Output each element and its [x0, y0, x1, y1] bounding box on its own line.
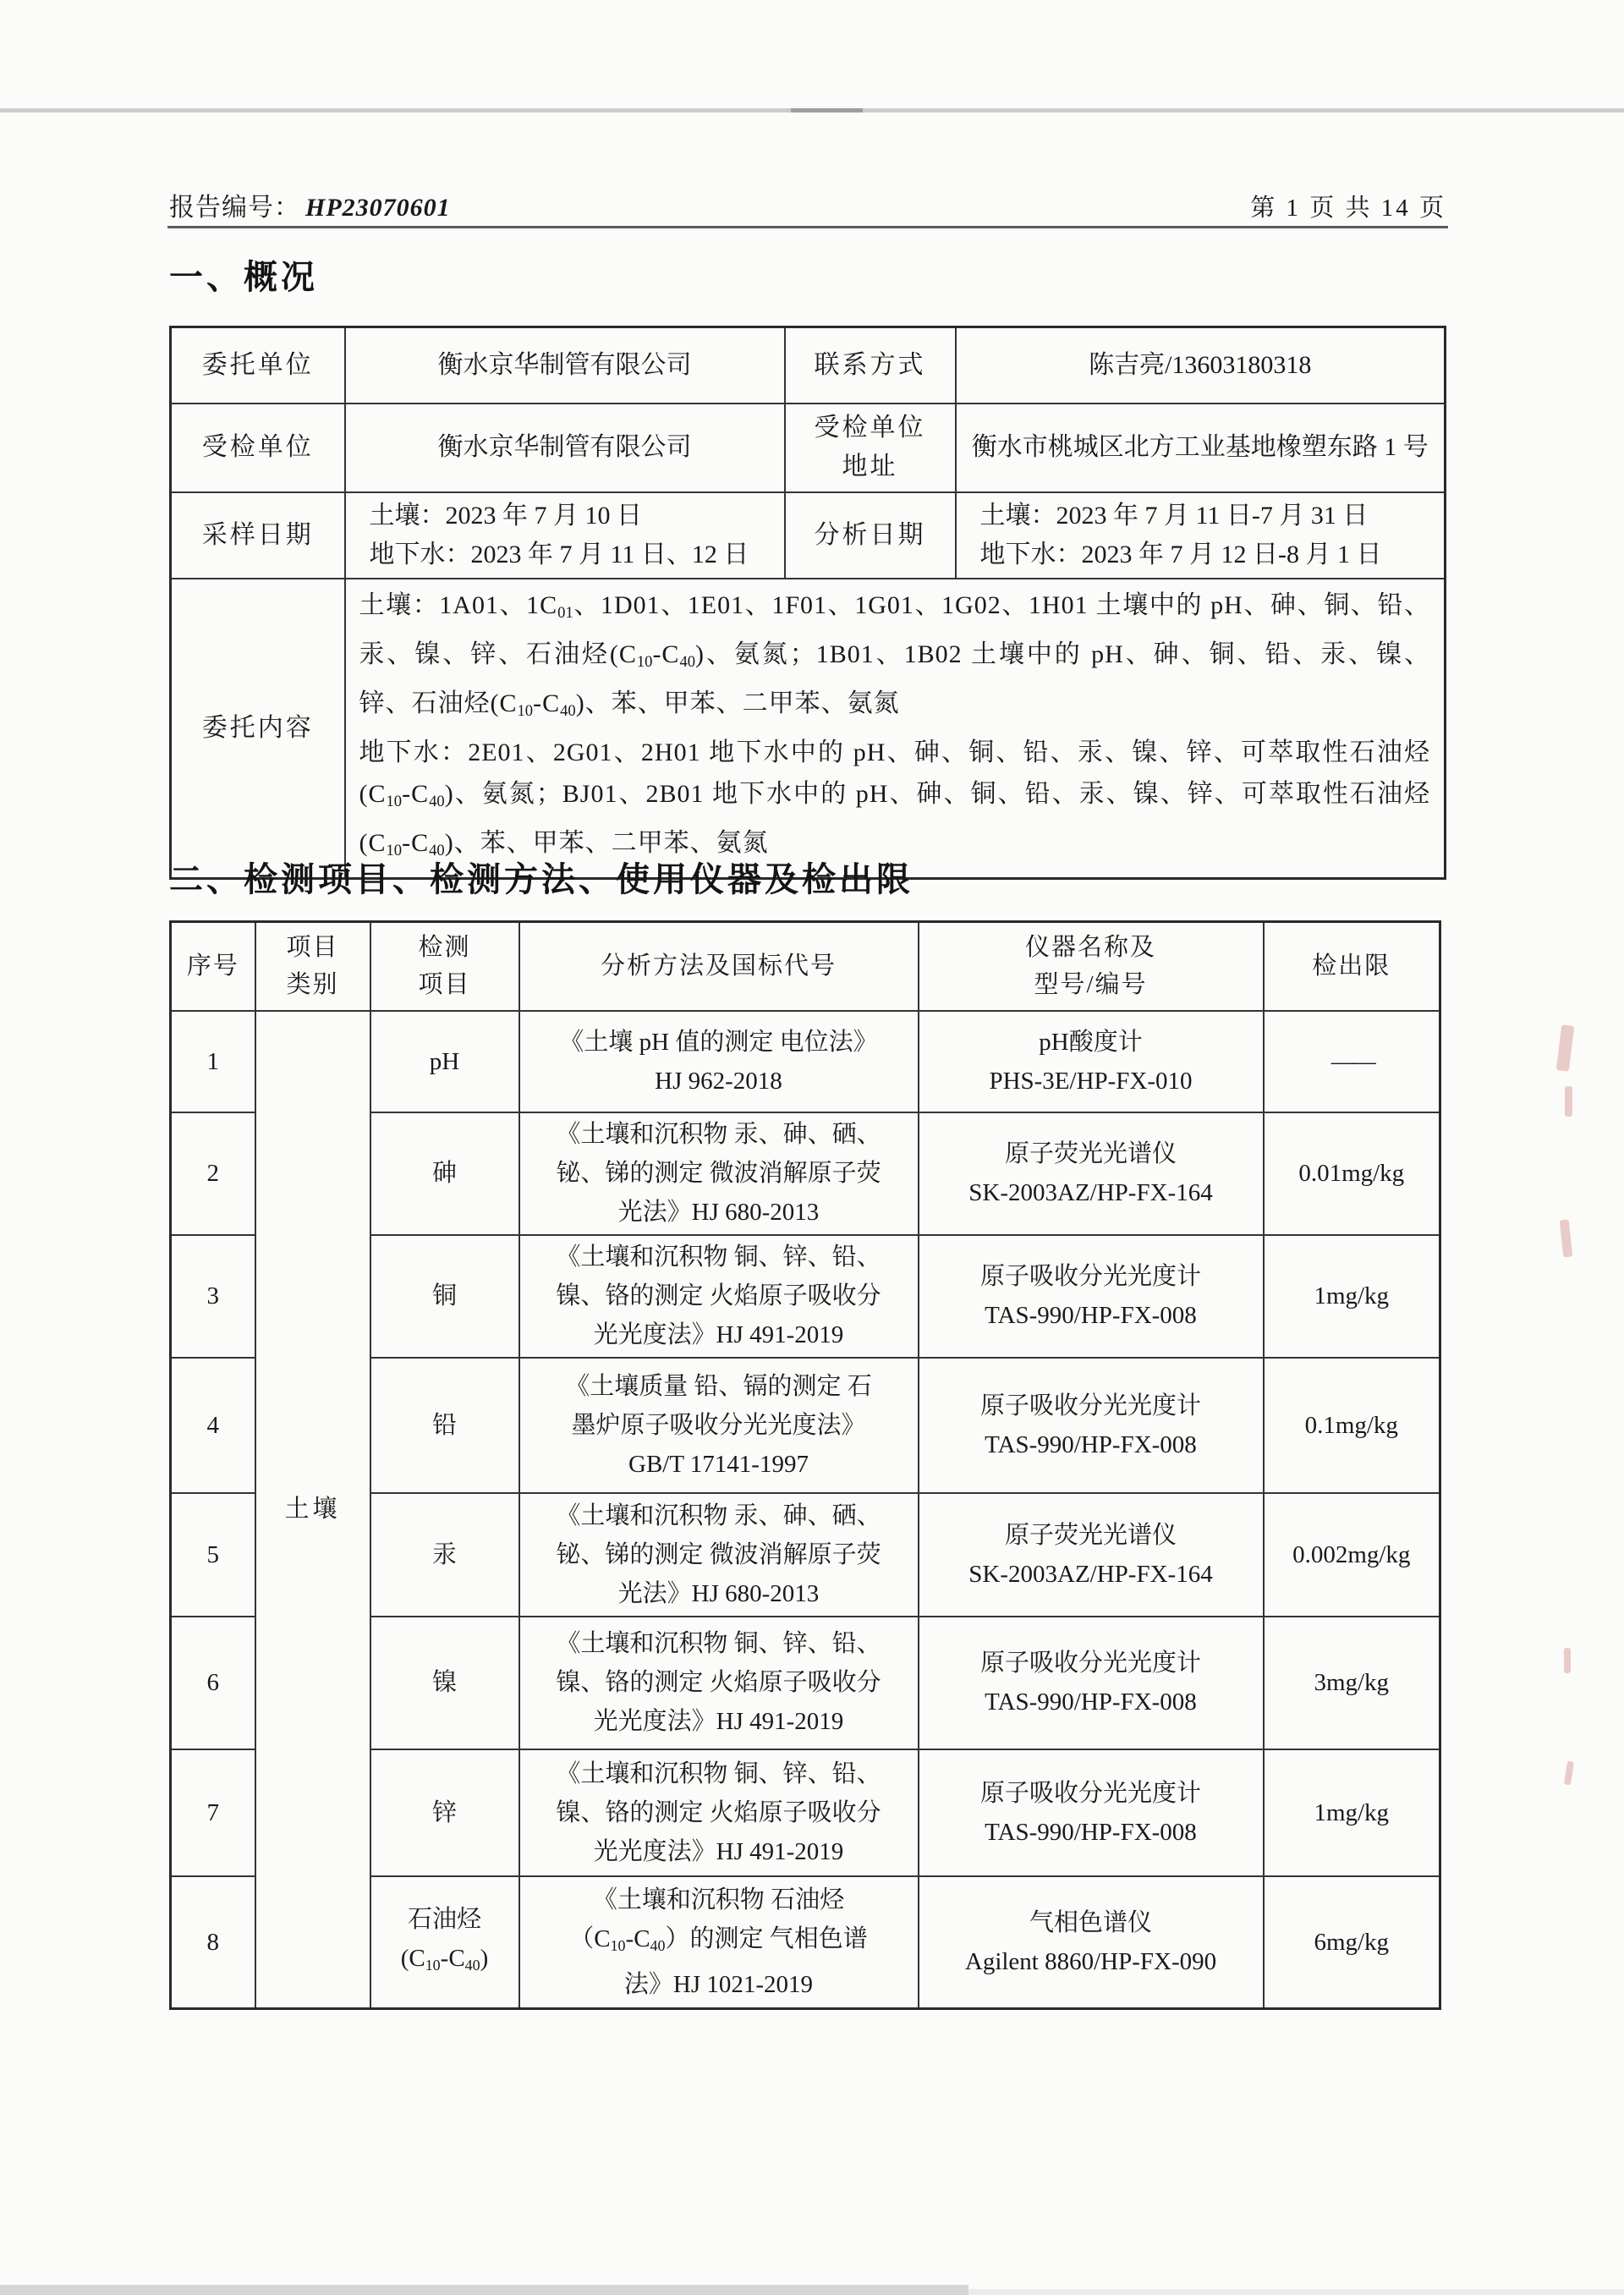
instrument-line: 原子吸收分光光度计 — [979, 1392, 1201, 1419]
scan-artifact-dark-segment — [791, 108, 863, 113]
method-line: 《土壤和沉积物 汞、砷、硒、 — [556, 1502, 881, 1529]
instrument-cell — [919, 1749, 1264, 1876]
instrument-line: SK-2003AZ/HP-FX-164 — [968, 1560, 1213, 1588]
instrument-cell — [919, 1876, 1264, 2009]
instrument-cell — [919, 1235, 1264, 1358]
header-item-line1: 检测 — [418, 934, 471, 962]
method-line: 光光度法》HJ 491-2019 — [593, 1321, 844, 1348]
contact-value-cell: 陈吉亮/13603180318 — [956, 327, 1446, 404]
row-no: 7 — [171, 1749, 255, 1876]
row-no: 1 — [171, 1011, 255, 1112]
instrument-line: 原子吸收分光光度计 — [979, 1779, 1201, 1807]
limit-cell: 6mg/kg — [1264, 1876, 1440, 2009]
category-soil-cell: 土壤 — [255, 1011, 370, 2009]
overview-table — [169, 326, 1446, 880]
header-method: 分析方法及国标代号 — [519, 922, 919, 1011]
method-line: 《土壤和沉积物 铜、锌、铅、 — [556, 1244, 881, 1271]
row-no: 2 — [171, 1112, 255, 1235]
header-instrument — [919, 922, 1264, 1011]
methods-table — [169, 920, 1441, 2010]
method-line: 《土壤和沉积物 铜、锌、铅、 — [556, 1630, 881, 1657]
method-line: 光光度法》HJ 491-2019 — [593, 1837, 844, 1865]
table-row — [171, 492, 1446, 579]
method-cell — [519, 1112, 919, 1235]
instrument-cell — [919, 1011, 1264, 1112]
instrument-cell — [919, 1493, 1264, 1617]
instrument-cell — [919, 1358, 1264, 1493]
analysis-date-line1: 土壤：2023 年 7 月 11 日-7 月 31 日 — [979, 501, 1369, 530]
instrument-line: TAS-990/HP-FX-008 — [985, 1818, 1197, 1846]
method-line: 《土壤 pH 值的测定 电位法》 — [559, 1028, 878, 1056]
item-cell: 锌 — [370, 1749, 519, 1876]
scan-artifact-top-line — [0, 108, 1624, 113]
item-cell: 镍 — [370, 1617, 519, 1749]
item-cell: 铜 — [370, 1235, 519, 1358]
sampling-date-line2: 地下水：2023 年 7 月 11 日、12 日 — [369, 540, 749, 568]
section2-title: 二、检测项目、检测方法、使用仪器及检出限 — [169, 861, 914, 898]
header-category — [255, 922, 370, 1011]
scan-artifact-red-bleed — [1560, 1220, 1573, 1258]
item-cell: 汞 — [370, 1493, 519, 1617]
scan-artifact-red-bleed — [1565, 1086, 1572, 1117]
sampling-date-label-cell: 采样日期 — [171, 492, 345, 579]
instrument-cell — [919, 1617, 1264, 1749]
method-line: 《土壤质量 铅、镉的测定 石 — [565, 1372, 872, 1400]
header-item — [370, 922, 519, 1011]
sampling-date-value-cell — [345, 492, 785, 579]
table-row — [171, 579, 1446, 879]
method-line: $(C_{10}-C_{40})$的测定 气相色谱 — [569, 1924, 868, 1954]
address-label-cell — [785, 404, 956, 492]
method-line: 铋、锑的测定 微波消解原子荧 — [556, 1540, 881, 1568]
instrument-line: TAS-990/HP-FX-008 — [985, 1302, 1197, 1329]
header-rule — [167, 226, 1448, 228]
method-cell — [519, 1876, 919, 2009]
table-row — [171, 1011, 1440, 1112]
report-number-label: 报告编号： — [169, 194, 300, 222]
instrument-line: 原子荧光光谱仪 — [1004, 1140, 1177, 1167]
limit-cell: 0.002mg/kg — [1264, 1493, 1440, 1617]
instrument-line: TAS-990/HP-FX-008 — [985, 1430, 1197, 1458]
methods-header-row — [171, 922, 1440, 1011]
commission-content-label-cell: 委托内容 — [171, 579, 345, 879]
item-cell: 砷 — [370, 1112, 519, 1235]
table-row — [171, 327, 1446, 404]
item-cell: 铅 — [370, 1358, 519, 1493]
method-line: 墨炉原子吸收分光光度法》 — [571, 1411, 866, 1439]
commission-content-groundwater: 地下水：2E01、2G01、2H01 地下水中的 pH、砷、铜、铅、汞、镍、锌、可萃取性石油烃$(C_{10}-C_{40})$、氨氮；BJ01、2B01 地下水中的 pH、砷、铜、铅、汞、镍、锌、可萃取性石油烃$(C_{10}-C_{40})$、苯、甲苯、二甲苯、氨氮 — [359, 738, 1430, 860]
item-cell — [370, 1876, 519, 2009]
row-no: 6 — [171, 1617, 255, 1749]
contact-label-cell: 联系方式 — [785, 327, 956, 404]
inspected-label-cell: 受检单位 — [171, 404, 345, 492]
row-no: 4 — [171, 1358, 255, 1493]
limit-cell: 0.1mg/kg — [1264, 1358, 1440, 1493]
limit-cell: —— — [1264, 1011, 1440, 1112]
row-no: 3 — [171, 1235, 255, 1358]
method-cell — [519, 1493, 919, 1617]
scan-artifact-bottom-smudge — [968, 2289, 1624, 2295]
header-category-line2: 类别 — [286, 971, 339, 999]
instrument-cell — [919, 1112, 1264, 1235]
limit-cell: 1mg/kg — [1264, 1749, 1440, 1876]
instrument-line: 原子荧光光谱仪 — [1004, 1521, 1177, 1549]
client-label-cell: 委托单位 — [171, 327, 345, 404]
page-indicator: 第 1 页 共 14 页 — [1250, 195, 1446, 222]
instrument-line: SK-2003AZ/HP-FX-164 — [968, 1179, 1213, 1206]
header-instrument-line2: 型号/编号 — [1034, 971, 1148, 999]
analysis-date-line2: 地下水：2023 年 7 月 12 日-8 月 1 日 — [979, 540, 1382, 568]
scan-artifact-red-bleed — [1556, 1024, 1574, 1071]
header-category-line1: 项目 — [286, 934, 339, 962]
analysis-date-label-cell: 分析日期 — [785, 492, 956, 579]
scan-artifact-red-bleed — [1564, 1761, 1574, 1786]
method-line: 《土壤和沉积物 铜、锌、铅、 — [556, 1760, 881, 1787]
header-no: 序号 — [171, 922, 255, 1011]
method-line: 镍、铬的测定 火焰原子吸收分 — [556, 1282, 881, 1309]
limit-cell: 1mg/kg — [1264, 1235, 1440, 1358]
address-label-line1: 受检单位 — [814, 414, 926, 442]
instrument-line: 原子吸收分光光度计 — [979, 1263, 1201, 1290]
item-cell: pH — [370, 1011, 519, 1112]
scan-artifact-red-bleed — [1564, 1648, 1571, 1673]
inspected-value-cell: 衡水京华制管有限公司 — [345, 404, 785, 492]
method-cell — [519, 1749, 919, 1876]
client-value-cell: 衡水京华制管有限公司 — [345, 327, 785, 404]
instrument-line: PHS-3E/HP-FX-010 — [989, 1067, 1193, 1095]
method-line: 光光度法》HJ 491-2019 — [593, 1708, 844, 1735]
method-line: 光法》HJ 680-2013 — [617, 1579, 820, 1607]
address-label-line2: 地址 — [842, 453, 898, 480]
header-instrument-line1: 仪器名称及 — [1024, 934, 1156, 962]
method-line: 镍、铬的测定 火焰原子吸收分 — [556, 1669, 881, 1696]
method-cell — [519, 1617, 919, 1749]
scan-artifact-bottom-smudge — [0, 2285, 968, 2295]
section1-title: 一、概况 — [169, 259, 318, 296]
limit-cell: 3mg/kg — [1264, 1617, 1440, 1749]
row-no: 8 — [171, 1876, 255, 2009]
instrument-line: 原子吸收分光光度计 — [979, 1650, 1201, 1677]
row-no: 5 — [171, 1493, 255, 1617]
analysis-date-value-cell — [956, 492, 1446, 579]
limit-cell: 0.01mg/kg — [1264, 1112, 1440, 1235]
method-line: GB/T 17141-1997 — [628, 1450, 809, 1478]
commission-content-value-cell — [345, 579, 1446, 879]
method-line: 《土壤和沉积物 石油烃 — [592, 1886, 845, 1913]
header-limit: 检出限 — [1264, 922, 1440, 1011]
method-line: HJ 962-2018 — [655, 1067, 782, 1095]
item-line: 石油烃 — [407, 1905, 481, 1933]
instrument-line: 气相色谱仪 — [1029, 1908, 1152, 1936]
address-value-cell: 衡水市桃城区北方工业基地橡塑东路 1 号 — [956, 404, 1446, 492]
method-line: 光法》HJ 680-2013 — [617, 1199, 820, 1226]
report-number-row — [169, 186, 451, 223]
method-cell — [519, 1358, 919, 1493]
method-line: 镍、铬的测定 火焰原子吸收分 — [556, 1798, 881, 1826]
method-line: 铋、锑的测定 微波消解原子荧 — [556, 1160, 881, 1187]
method-cell — [519, 1011, 919, 1112]
method-cell — [519, 1235, 919, 1358]
commission-content-soil: 土壤：1A01、$1C_{01}$、1D01、1E01、1F01、1G01、1G02、1H01 土壤中的 pH、砷、铜、铅、汞、镍、锌、石油烃$(C_{10}-C_{40})$、氨氮；1B01、1B02 土壤中的 pH、砷、铜、铅、汞、镍、锌、石油烃$(C_{10}-C_{40})$、苯、甲苯、二甲苯、氨氮 — [359, 590, 1430, 721]
header-item-line2: 项目 — [418, 971, 471, 999]
instrument-line: TAS-990/HP-FX-008 — [985, 1688, 1197, 1716]
report-number: HP23070601 — [305, 194, 451, 222]
instrument-line: pH酸度计 — [1039, 1028, 1143, 1056]
instrument-line: Agilent 8860/HP-FX-090 — [964, 1947, 1217, 1975]
method-line: 《土壤和沉积物 汞、砷、硒、 — [556, 1121, 881, 1148]
page-header — [169, 186, 1446, 223]
sampling-date-line1: 土壤：2023 年 7 月 10 日 — [369, 501, 642, 530]
item-line: $(C_{10}-C_{40})$ — [400, 1944, 489, 1974]
table-row — [171, 404, 1446, 492]
method-line: 法》HJ 1021-2019 — [623, 1970, 814, 1998]
